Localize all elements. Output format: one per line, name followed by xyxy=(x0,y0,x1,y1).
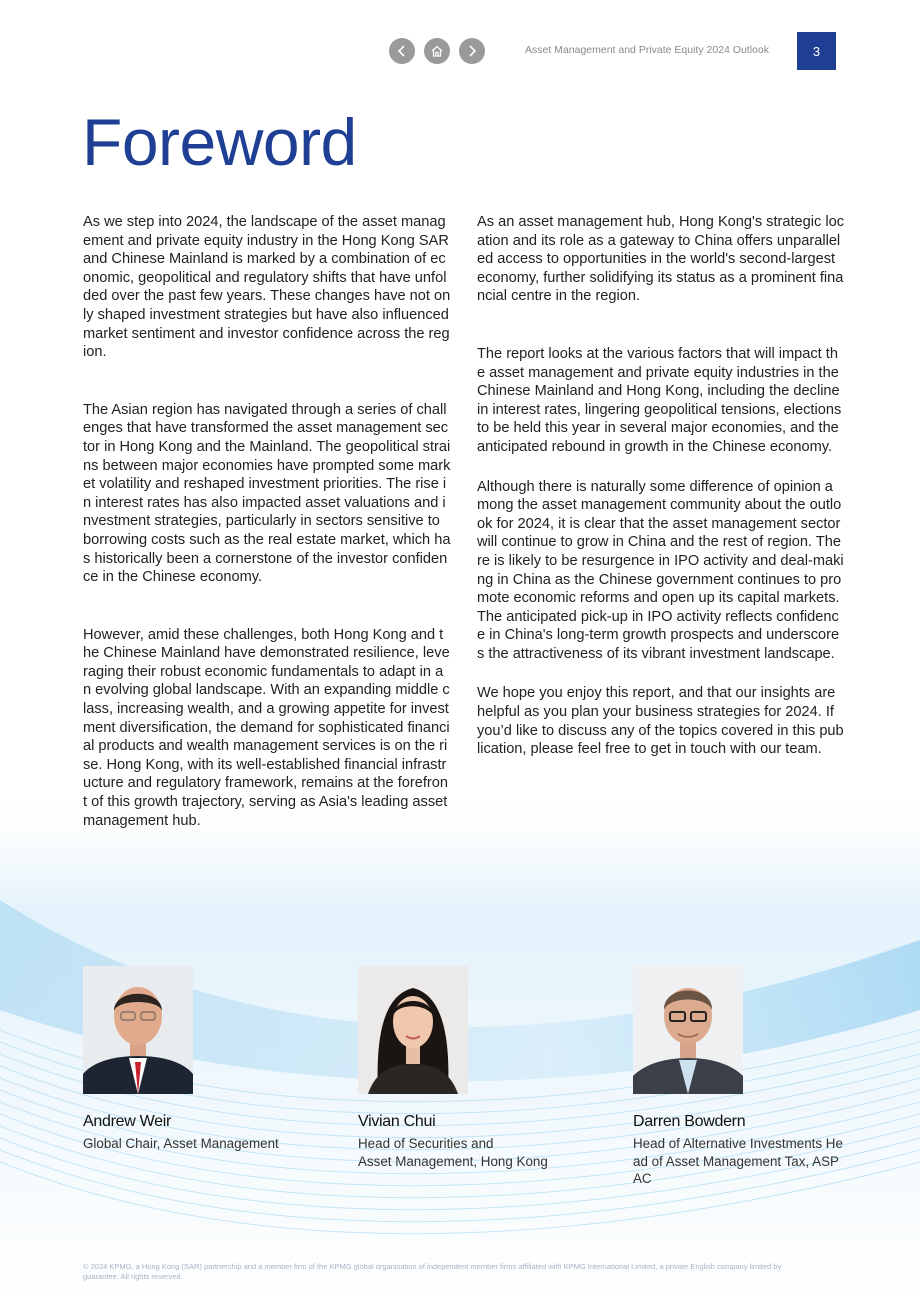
home-icon xyxy=(430,44,444,58)
person-role: Head of Securities and Asset Management, Hong Kong xyxy=(358,1136,548,1169)
previous-page-button[interactable] xyxy=(389,38,415,64)
person-role: Head of Alternative Investments Head of Asset Management Tax, ASPAC xyxy=(633,1136,843,1186)
person-card xyxy=(358,966,548,1170)
person-name: Andrew Weir xyxy=(83,1113,171,1130)
paragraph: As we step into 2024, the landscape of the asset management and private equity industry in the Hong Kong SAR and Chinese Mainland is marked by a combination of economic, geopolitical and regulatory shifts that have unfolded over the past few years. These changes have not only shaped investment strategies but have also influenced market sentiment and investor confidence across the region. xyxy=(83,214,451,361)
paragraph: The anticipated pick-up in IPO activity reflects confidence in China's long-term growth prospects and underscores the attractiveness of its vibrant investment landscape. xyxy=(477,608,840,662)
page-number-badge: 3 xyxy=(797,32,836,70)
person-card xyxy=(633,966,843,1188)
left-column xyxy=(83,213,451,830)
person-role: Global Chair, Asset Management xyxy=(83,1136,279,1151)
next-page-button[interactable] xyxy=(459,38,485,64)
page-title: Foreword xyxy=(82,105,357,179)
paragraph: Although there is naturally some difference of opinion among the asset management community about the outlook for 2024, it is clear that the asset management sector will continue to grow in China and the rest of region. There is likely to be resurgence in IPO activity and deal-making in China as the Chinese government continues to promote economic reforms and open up its capital markets. xyxy=(477,478,844,607)
right-column xyxy=(477,213,845,759)
copyright-footer: © 2024 KPMG, a Hong Kong (SAR) partnership and a member firm of the KPMG global organisation of independent member firms affiliated with KPMG International Limited, a private English company limited by guarantee. All rights reserved. xyxy=(83,1262,782,1281)
header-nav xyxy=(389,38,485,64)
home-button[interactable] xyxy=(424,38,450,64)
portrait-photo xyxy=(633,966,743,1094)
chevron-left-icon xyxy=(395,44,409,58)
publication-title: Asset Management and Private Equity 2024 Outlook xyxy=(525,44,769,56)
paragraph: We hope you enjoy this report, and that our insights are helpful as you plan your business strategies for 2024. If you’d like to discuss any of the topics covered in this publication, please feel free to get in touch with our team. xyxy=(477,685,844,758)
portrait-photo xyxy=(83,966,193,1094)
paragraph: However, amid these challenges, both Hong Kong and the Chinese Mainland have demonstrated resilience, leveraging their robust economic fundamentals to adapt in an evolving global landscape. With an expanding middle class, increasing wealth, and a growing appetite for investment diversification, the demand for sophisticated financial products and wealth management services is on the rise. Hong Kong, with its well-established financial infrastructure and regulatory framework, remains at the forefront of this growth trajectory, serving as Asia's leading asset management hub. xyxy=(83,626,450,829)
paragraph: The Asian region has navigated through a series of challenges that have transformed the asset management sector in Hong Kong and the Mainland. The geopolitical strains between major economies have prompted some market volatility and reshaped investment priorities. The rise in interest rates has also impacted asset valuations and investment strategies, particularly in sectors sensitive to borrowing costs such as the real estate market, which has historically been a cornerstone of the investor confidence in the Chinese economy. xyxy=(83,401,451,586)
portrait-photo xyxy=(358,966,468,1094)
person-card xyxy=(83,966,279,1153)
paragraph: The report looks at the various factors that will impact the asset management and private equity industries in the Chinese Mainland and Hong Kong, including the decline in interest rates, lingering geopolitical tensions, elections to be held this year in several major economies, and the anticipated rebound in growth in the Chinese economy. xyxy=(477,345,842,455)
chevron-right-icon xyxy=(465,44,479,58)
person-name: Vivian Chui xyxy=(358,1113,436,1130)
person-name: Darren Bowdern xyxy=(633,1113,746,1130)
paragraph: As an asset management hub, Hong Kong's strategic location and its role as a gateway to China offers unparalleled access to opportunities in the world's second-largest economy, further solidifying its status as a prominent financial centre in the region. xyxy=(477,214,845,305)
